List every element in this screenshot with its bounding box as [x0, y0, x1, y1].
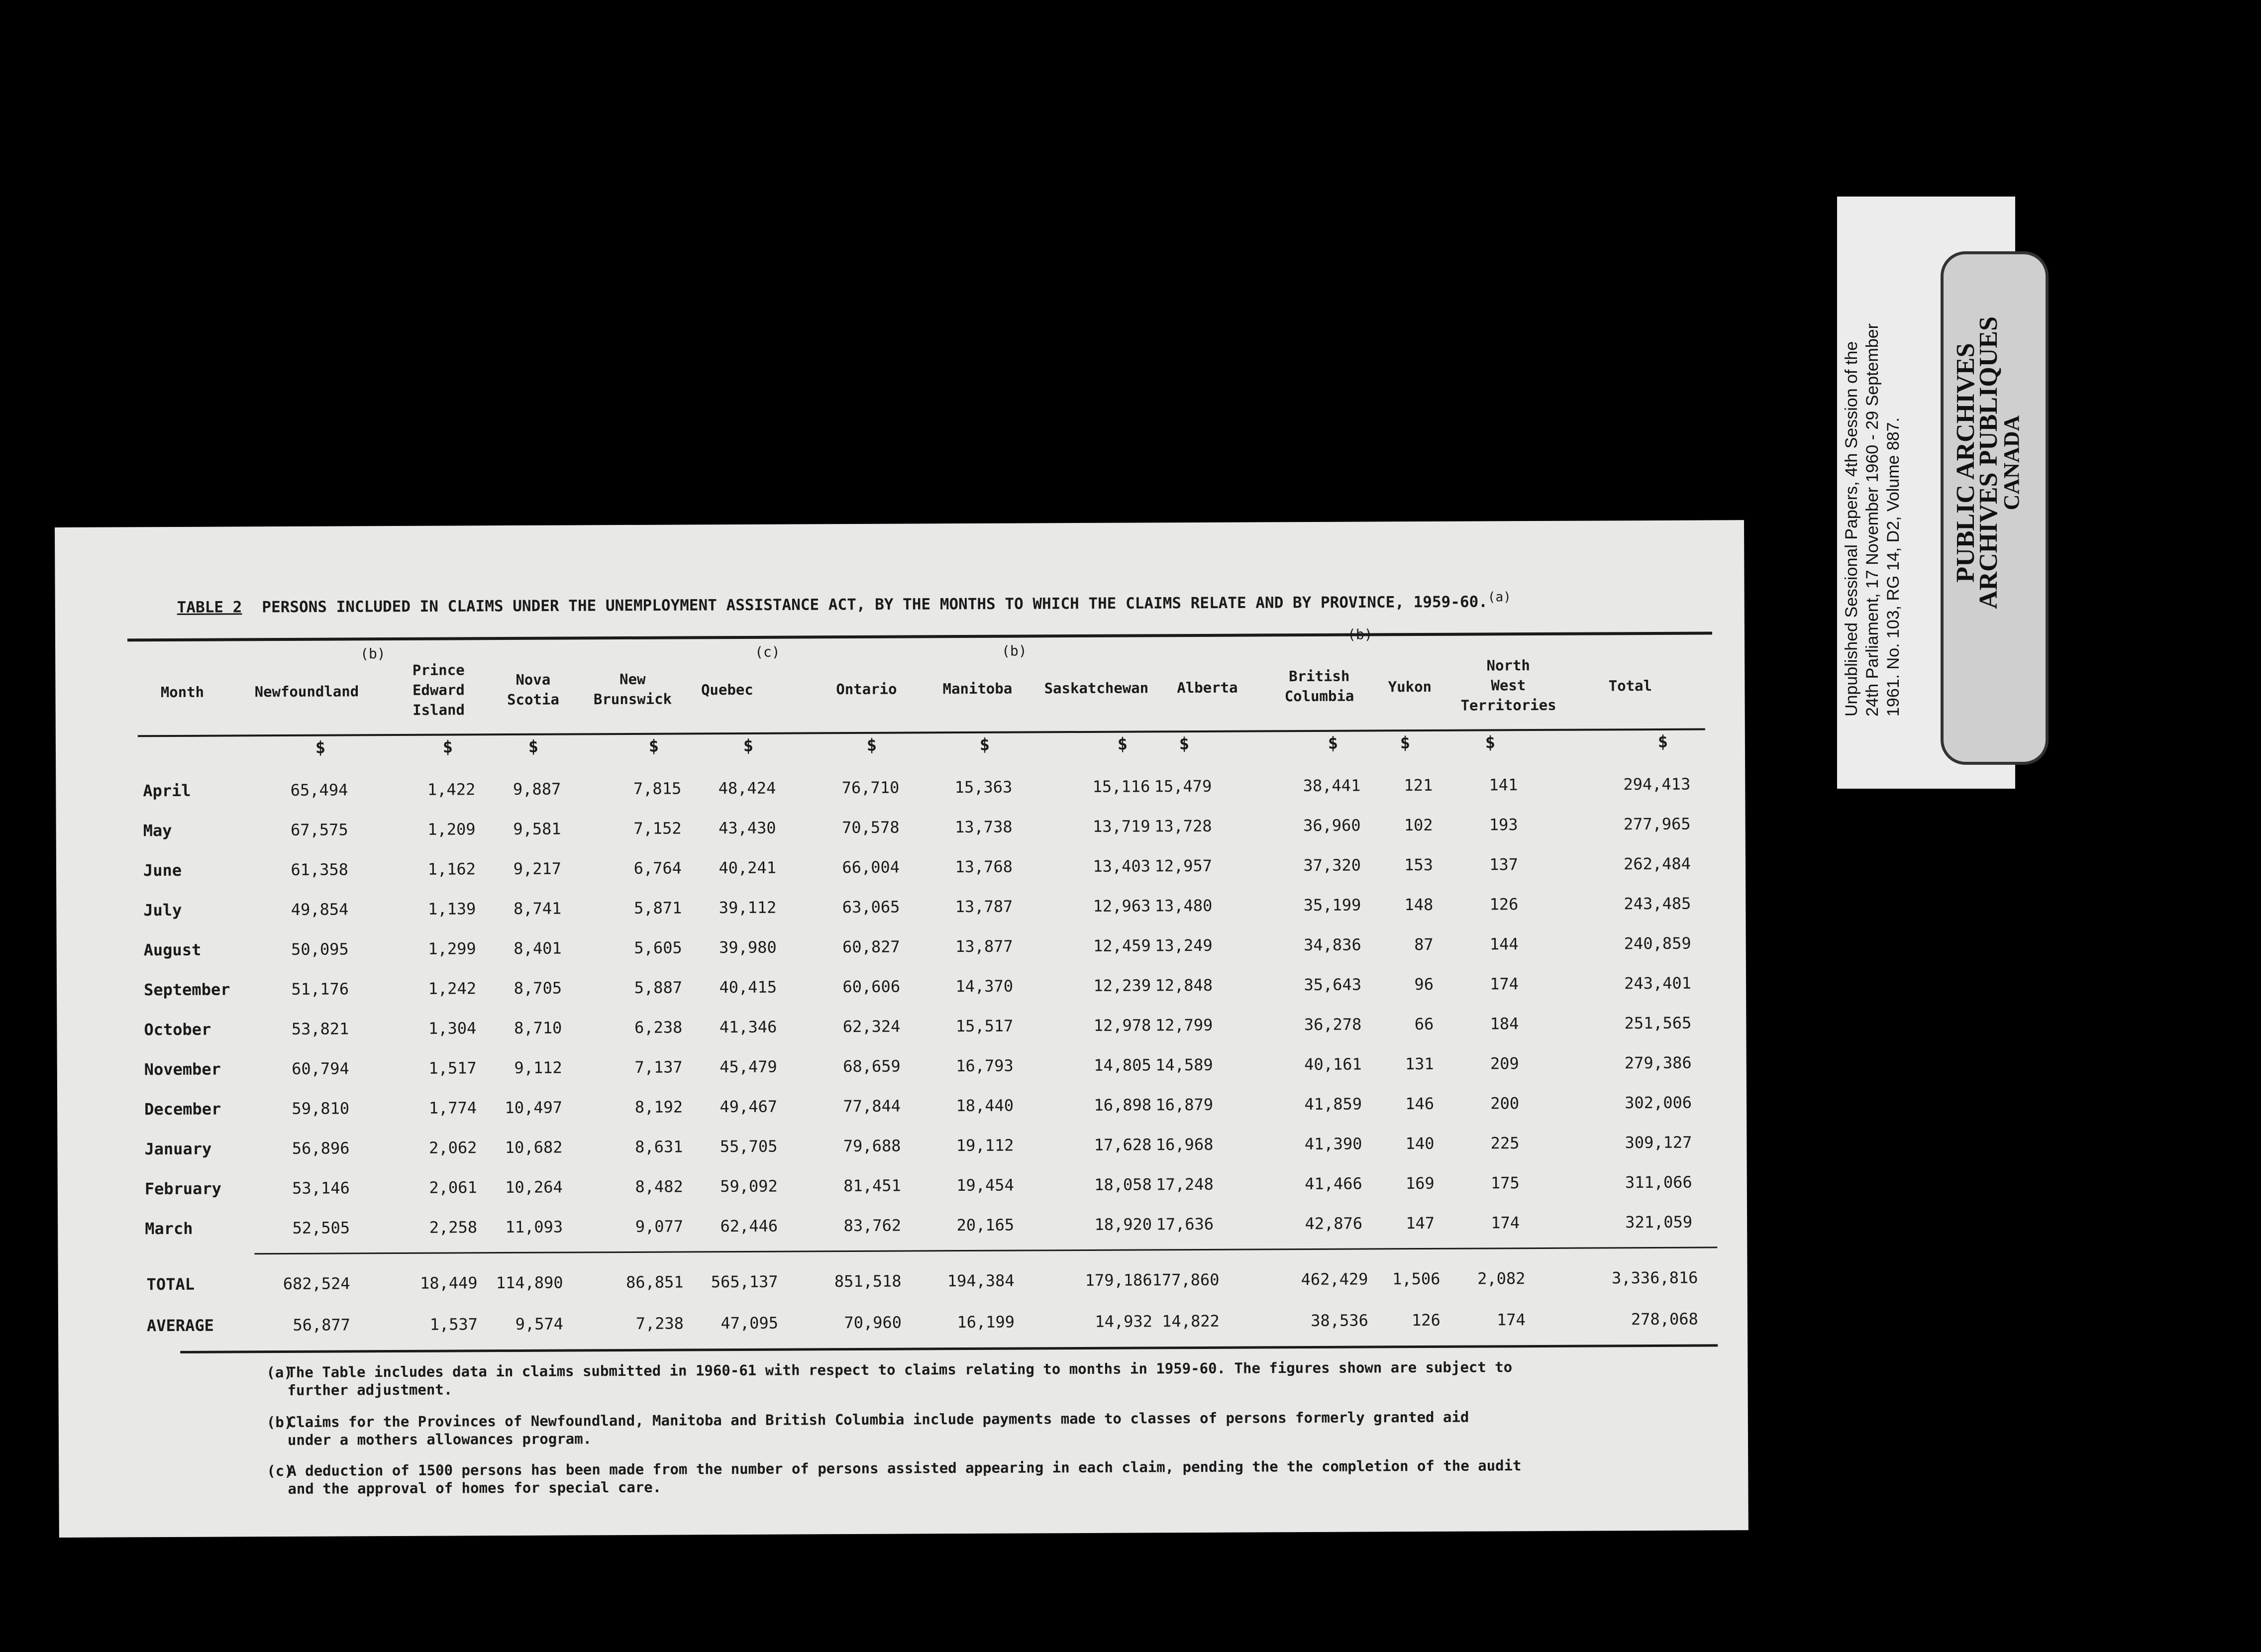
table-cell: 62,324 [842, 1017, 901, 1036]
table-cell: 144 [1489, 934, 1519, 954]
table-title [177, 590, 1511, 617]
column-header: British Columbia [1284, 667, 1354, 705]
row-label: TOTAL [146, 1274, 195, 1294]
archive-label-text [1841, 169, 1904, 717]
table-cell: 13,728 [1154, 816, 1212, 836]
column-header: Alberta [1177, 679, 1238, 697]
table-cell: 43,430 [718, 818, 776, 838]
table-cell: 13,480 [1154, 896, 1213, 916]
table-cell: 10,682 [505, 1137, 563, 1157]
table-cell: 8,710 [514, 1018, 562, 1037]
column-header: North West Territories [1460, 657, 1556, 714]
currency-mark: $ [648, 736, 659, 756]
table-cell: 15,479 [1154, 776, 1212, 796]
table-cell: 16,793 [956, 1056, 1014, 1076]
column-header: Total [1608, 677, 1652, 695]
table-row [57, 1043, 1692, 1090]
note-quebec: (c) [755, 643, 780, 660]
archive-stamp-text [1954, 284, 2023, 642]
table-cell: 18,058 [1094, 1175, 1152, 1194]
table-cell: 184 [1490, 1014, 1519, 1033]
table-cell: 12,848 [1155, 975, 1213, 995]
table-cell: 1,299 [428, 939, 476, 958]
table-cell: 131 [1405, 1054, 1434, 1074]
table-cell: 16,879 [1155, 1095, 1214, 1115]
row-label: November [144, 1059, 221, 1079]
currency-mark: $ [866, 735, 877, 755]
table-cell: 51,176 [291, 979, 349, 999]
table-cell: 41,466 [1305, 1174, 1362, 1194]
header-rule [138, 728, 1705, 737]
row-label: December [144, 1099, 221, 1119]
row-label: February [144, 1179, 222, 1199]
table-cell: 68,659 [843, 1056, 901, 1076]
table-cell: 47,095 [720, 1313, 779, 1333]
table-cell: 153 [1404, 855, 1434, 875]
note-british-columbia: (b) [1347, 626, 1373, 643]
table-cell: 147 [1406, 1213, 1435, 1233]
footnote-c [267, 1456, 1532, 1498]
table-row [56, 804, 1690, 851]
footnote-key: (b) [266, 1413, 293, 1431]
table-cell: 96 [1414, 974, 1434, 994]
table-cell: 174 [1496, 1310, 1526, 1329]
row-label: AVERAGE [146, 1316, 214, 1335]
table-cell: 70,960 [844, 1313, 902, 1332]
row-label: May [143, 821, 172, 840]
table-cell: 52,505 [292, 1218, 350, 1238]
table-cell: 70,578 [841, 818, 900, 837]
table-cell: 13,719 [1092, 817, 1150, 836]
table-cell: 1,242 [428, 979, 477, 998]
table-cell: 15,363 [954, 777, 1013, 797]
totals-rule [254, 1246, 1717, 1254]
table-cell: 5,887 [634, 978, 683, 997]
table-cell: 851,518 [834, 1271, 902, 1291]
table-cell: 16,968 [1155, 1135, 1214, 1154]
column-header: Saskatchewan [1044, 679, 1149, 697]
table-cell: 17,636 [1156, 1214, 1214, 1234]
table-cell: 39,112 [719, 898, 777, 918]
table-cell: 7,815 [633, 779, 682, 798]
table-cell: 53,821 [291, 1019, 349, 1038]
table-cell: 15,116 [1092, 777, 1150, 796]
table-row [58, 1257, 1698, 1305]
table-cell: 6,238 [634, 1018, 683, 1037]
table-cell: 13,787 [955, 897, 1013, 917]
table-cell: 50,095 [291, 939, 349, 959]
table-cell: 12,978 [1093, 1016, 1151, 1035]
currency-mark: $ [743, 735, 754, 756]
column-header: Manitoba [942, 680, 1013, 698]
document-page [55, 520, 1748, 1538]
table-cell: 6,764 [633, 858, 682, 878]
table-cell: 7,137 [634, 1057, 683, 1077]
table-cell: 55,705 [719, 1136, 778, 1156]
table-cell: 279,386 [1624, 1053, 1692, 1073]
table-cell: 565,137 [711, 1272, 778, 1291]
table-cell: 5,871 [633, 898, 682, 918]
table-cell: 174 [1491, 1213, 1520, 1233]
table-cell: 79,688 [843, 1136, 901, 1156]
table-cell: 5,605 [634, 938, 682, 957]
column-header: Quebec [701, 681, 753, 699]
table-row [58, 1162, 1692, 1209]
footnote-b [266, 1408, 1497, 1449]
table-cell: 77,844 [843, 1096, 901, 1116]
footnote-text: A deduction of 1500 persons has been made from the number of persons assisted appearing in each claim, pending the the completion of the audit and the approval of homes for special care. [288, 1457, 1522, 1497]
table-cell: 62,446 [720, 1216, 778, 1236]
table-cell: 13,403 [1093, 856, 1151, 876]
table-row [56, 884, 1691, 930]
footnote-text: Claims for the Provinces of Newfoundland, Manitoba and British Columbia include payments made to classes of persons formerly granted aid under a mothers allowances program. [287, 1408, 1469, 1448]
note-manitoba: (b) [1002, 642, 1027, 659]
currency-mark: $ [1400, 733, 1411, 753]
currency-mark: $ [528, 736, 539, 757]
table-cell: 41,390 [1304, 1134, 1362, 1154]
table-cell: 56,877 [293, 1315, 351, 1335]
table-cell: 59,810 [292, 1099, 350, 1118]
table-cell: 35,199 [1303, 895, 1361, 915]
table-cell: 60,827 [842, 937, 900, 957]
table-cell: 34,836 [1304, 935, 1361, 955]
column-header: Month [160, 683, 205, 701]
column-header: Ontario [836, 680, 897, 698]
table-cell: 169 [1405, 1173, 1435, 1193]
table-cell: 8,192 [634, 1097, 683, 1117]
title-note: (a) [1487, 590, 1511, 605]
table-cell: 12,963 [1093, 896, 1151, 916]
table-cell: 1,774 [428, 1098, 477, 1118]
table-cell: 60,606 [842, 977, 901, 997]
table-row [57, 924, 1691, 970]
table-cell: 48,424 [718, 778, 776, 798]
table-cell: 148 [1404, 895, 1434, 915]
currency-mark: $ [1117, 734, 1128, 754]
table-cell: 194,384 [947, 1271, 1015, 1290]
table-cell: 2,062 [429, 1138, 477, 1157]
table-cell: 49,467 [719, 1097, 778, 1117]
table-cell: 9,887 [513, 779, 561, 799]
table-cell: 10,497 [505, 1098, 563, 1118]
table-cell: 14,805 [1094, 1055, 1151, 1075]
table-cell: 1,304 [428, 1019, 477, 1038]
totals-table [58, 1257, 1698, 1346]
currency-mark: $ [1485, 732, 1496, 753]
currency-mark: $ [1657, 731, 1668, 752]
table-cell: 12,239 [1093, 976, 1151, 995]
table-cell: 243,401 [1624, 973, 1692, 993]
table-cell: 193 [1489, 815, 1518, 834]
table-cell: 175 [1490, 1173, 1520, 1193]
table-cell: 56,896 [292, 1138, 350, 1158]
table-cell: 66,004 [842, 857, 900, 877]
archive-label-line: 1961. No. 103, RG 14, D2, Volume 887. [1884, 417, 1903, 717]
column-header: Yukon [1388, 678, 1432, 696]
table-cell: 1,162 [427, 859, 476, 879]
footnote-key: (a) [266, 1363, 293, 1381]
table-cell: 2,061 [429, 1178, 477, 1197]
table-cell: 209 [1490, 1054, 1519, 1073]
table-cell: 14,932 [1095, 1311, 1153, 1331]
table-cell: 19,112 [956, 1136, 1014, 1155]
table-cell: 7,152 [633, 819, 682, 838]
row-label: September [143, 980, 230, 1000]
table-cell: 240,859 [1624, 933, 1691, 953]
row-label: April [143, 781, 191, 801]
table-cell: 243,485 [1624, 894, 1691, 914]
table-cell: 177,860 [1152, 1270, 1220, 1289]
currency-mark: $ [979, 734, 990, 755]
table-cell: 66 [1414, 1014, 1434, 1034]
table-cell: 146 [1405, 1094, 1435, 1114]
table-row [56, 764, 1690, 811]
table-cell: 12,957 [1154, 856, 1213, 876]
currency-mark: $ [442, 737, 453, 757]
table-cell: 37,320 [1303, 855, 1361, 875]
table-cell: 12,799 [1155, 1015, 1213, 1035]
table-cell: 19,454 [956, 1175, 1014, 1195]
table-cell: 174 [1490, 974, 1519, 994]
table-cell: 16,898 [1094, 1095, 1152, 1115]
table-cell: 36,278 [1304, 1015, 1362, 1034]
table-cell: 278,068 [1631, 1309, 1698, 1329]
table-cell: 102 [1404, 815, 1433, 835]
table-cell: 8,741 [513, 899, 562, 918]
table-cell: 321,059 [1625, 1212, 1693, 1232]
table-cell: 251,565 [1624, 1013, 1692, 1033]
table-cell: 137 [1489, 855, 1519, 874]
table-cell: 7,238 [635, 1314, 684, 1333]
table-cell: 3,336,816 [1611, 1268, 1698, 1287]
table-cell: 18,449 [419, 1273, 478, 1293]
table-cell: 53,146 [292, 1178, 350, 1198]
table-cell: 1,139 [427, 899, 476, 919]
table-cell: 16,199 [957, 1312, 1015, 1332]
table-cell: 61,358 [291, 860, 349, 879]
column-header: Prince Edward Island [412, 661, 465, 719]
table-cell: 13,738 [954, 817, 1013, 837]
table-cell: 36,960 [1303, 816, 1361, 835]
table-cell: 309,127 [1625, 1133, 1692, 1152]
table-row [56, 844, 1691, 891]
table-cell: 462,429 [1301, 1269, 1368, 1289]
archive-label-line: 24th Parliament, 17 November 1960 - 29 September [1863, 323, 1882, 717]
table-cell: 17,248 [1156, 1174, 1214, 1194]
table-cell: 15,517 [955, 1016, 1014, 1036]
row-label: July [143, 900, 182, 920]
table-cell: 14,370 [955, 976, 1014, 996]
table-cell: 41,859 [1304, 1094, 1362, 1114]
table-cell: 1,209 [427, 820, 476, 839]
footnote-a [266, 1358, 1541, 1399]
table-title-text: PERSONS INCLUDED IN CLAIMS UNDER THE UNEMPLOYMENT ASSISTANCE ACT, BY THE MONTHS TO WHICH THE CLAIMS RELATE AND BY PROVINCE, 1959-60. [262, 593, 1488, 617]
table-row [58, 1298, 1698, 1346]
table-cell: 311,066 [1625, 1172, 1692, 1192]
table-cell: 8,482 [635, 1177, 683, 1196]
archive-label-line: Unpublished Sessional Papers, 4th Session of the [1842, 341, 1861, 717]
table-cell: 9,217 [513, 859, 562, 878]
currency-mark: $ [1179, 734, 1190, 754]
table-number: TABLE 2 [177, 598, 242, 617]
column-header: Nova Scotia [507, 671, 559, 709]
table-cell: 10,264 [505, 1177, 563, 1197]
table-cell: 63,065 [842, 897, 900, 917]
currency-mark: $ [1328, 733, 1338, 753]
table-cell: 40,415 [719, 977, 777, 997]
table-cell: 83,762 [843, 1216, 902, 1236]
row-label: August [143, 940, 202, 960]
bottom-rule [180, 1344, 1718, 1353]
table-cell: 35,643 [1304, 975, 1362, 995]
footnote-text: The Table includes data in claims submitted in 1960-61 with respect to claims relating to months in 1959-60. The figures shown are subject to further adjustment. [287, 1358, 1513, 1399]
table-cell: 1,537 [429, 1314, 478, 1334]
table-cell: 262,484 [1624, 854, 1691, 874]
table-cell: 86,851 [625, 1272, 684, 1292]
table-cell: 13,249 [1155, 935, 1213, 955]
table-cell: 65,494 [290, 780, 348, 800]
table-cell: 67,575 [290, 820, 348, 839]
table-cell: 126 [1411, 1310, 1440, 1330]
table-row [58, 1202, 1692, 1249]
table-cell: 302,006 [1625, 1093, 1692, 1113]
stamp-line: ARCHIVES PUBLIQUES [1974, 316, 2003, 610]
table-cell: 8,705 [514, 978, 562, 998]
table-cell: 59,092 [720, 1176, 778, 1196]
table-cell: 114,890 [496, 1273, 563, 1292]
table-cell: 39,980 [719, 937, 777, 957]
table-cell: 49,854 [291, 900, 349, 919]
table-cell: 141 [1489, 775, 1518, 795]
table-cell: 1,517 [428, 1058, 477, 1078]
table-cell: 200 [1490, 1094, 1520, 1113]
table-cell: 121 [1404, 775, 1433, 795]
table-cell: 13,877 [955, 936, 1013, 956]
table-row [57, 1083, 1692, 1130]
table-cell: 9,581 [513, 819, 561, 838]
table-cell: 38,536 [1311, 1310, 1368, 1330]
table-cell: 8,631 [635, 1137, 683, 1156]
table-cell: 41,346 [719, 1017, 777, 1037]
table-cell: 40,161 [1304, 1054, 1362, 1074]
row-label: January [144, 1139, 212, 1159]
table-cell: 126 [1489, 895, 1519, 914]
row-label: June [143, 860, 182, 880]
table-cell: 1,506 [1392, 1269, 1440, 1288]
table-cell: 13,768 [955, 857, 1013, 877]
table-cell: 18,440 [956, 1096, 1014, 1116]
table-cell: 76,710 [841, 778, 900, 798]
row-label: October [144, 1020, 211, 1039]
table-cell: 45,479 [719, 1057, 777, 1077]
table-row [57, 1003, 1691, 1050]
currency-mark: $ [315, 737, 326, 758]
table-cell: 42,876 [1305, 1214, 1363, 1234]
footnote-key: (c) [267, 1462, 293, 1480]
table-cell: 14,589 [1155, 1055, 1213, 1075]
table-cell: 277,965 [1623, 814, 1691, 834]
table-cell: 60,794 [292, 1059, 349, 1078]
table-row [57, 1123, 1692, 1169]
column-header: Newfoundland [254, 683, 359, 701]
table-cell: 8,401 [514, 938, 562, 958]
table-cell: 11,093 [505, 1217, 563, 1237]
table-cell: 40,241 [719, 858, 777, 878]
table-cell: 9,077 [635, 1217, 684, 1236]
data-table [56, 764, 1692, 1249]
table-cell: 179,186 [1085, 1270, 1152, 1290]
table-cell: 87 [1414, 934, 1434, 954]
table-cell: 38,441 [1303, 776, 1361, 796]
table-cell: 225 [1490, 1134, 1520, 1153]
column-header: New Brunswick [593, 670, 672, 708]
stamp-line: PUBLIC ARCHIVES [1952, 343, 1980, 583]
table-cell: 2,258 [429, 1218, 478, 1237]
table-cell: 294,413 [1623, 774, 1691, 794]
table-cell: 9,112 [514, 1058, 562, 1077]
table-cell: 12,459 [1093, 936, 1151, 955]
table-cell: 140 [1405, 1134, 1435, 1153]
stamp-line: CANADA [1999, 415, 2024, 511]
table-cell: 17,628 [1094, 1135, 1152, 1154]
table-cell: 2,082 [1477, 1268, 1526, 1288]
row-label: March [145, 1219, 193, 1239]
table-cell: 9,574 [515, 1314, 564, 1334]
table-cell: 81,451 [843, 1176, 901, 1196]
note-newfoundland: (b) [360, 645, 386, 662]
table-cell: 1,422 [427, 780, 476, 799]
table-cell: 18,920 [1094, 1215, 1152, 1234]
top-rule [127, 631, 1712, 641]
table-cell: 20,165 [956, 1215, 1015, 1235]
table-cell: 682,524 [283, 1273, 350, 1293]
table-row [57, 963, 1691, 1010]
table-cell: 14,822 [1162, 1311, 1220, 1331]
